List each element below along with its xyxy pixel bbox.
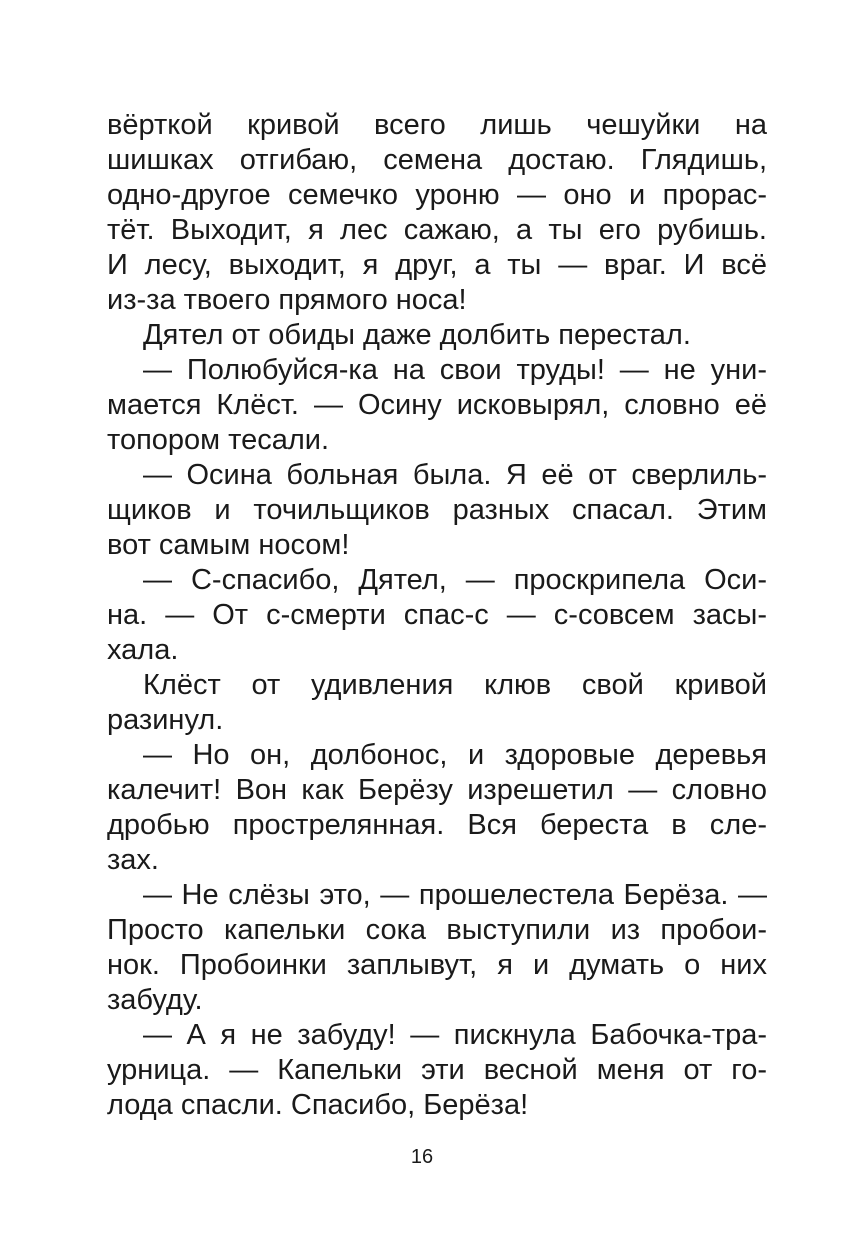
text-line: — С-спасибо, Дятел, — проскрипела Оси- — [143, 564, 767, 596]
text-line: на. — От с-смерти спас-с — с-совсем засы- — [107, 599, 767, 631]
page-number: 16 — [410, 1146, 434, 1168]
paragraph — [107, 318, 767, 353]
text-line: И лесу, выходит, я друг, а ты — враг. И всё — [107, 249, 767, 281]
text-line: — Но он, долбонос, и здоровые деревья — [143, 739, 767, 771]
text-line: — А я не забуду! — пискнула Бабочка-тра- — [143, 1019, 767, 1051]
text-line: нок. Пробоинки заплывут, я и думать о них — [107, 949, 767, 981]
paragraph — [107, 458, 767, 563]
text-line: из-за твоего прямого носа! — [107, 284, 467, 316]
text-line: шишках отгибаю, семена достаю. Глядишь, — [107, 144, 767, 176]
text-line: урница. — Капельки эти весной меня от го- — [107, 1054, 767, 1086]
paragraph — [107, 353, 767, 458]
text-line: щиков и точильщиков разных спасал. Этим — [107, 494, 767, 526]
text-line: калечит! Вон как Берёзу изрешетил — словно — [107, 774, 767, 806]
paragraph — [107, 563, 767, 668]
text-line: забуду. — [107, 984, 203, 1016]
paragraph — [107, 1018, 767, 1123]
paragraph — [107, 738, 767, 878]
text-line: тёт. Выходит, я лес сажаю, а ты его рубишь. — [107, 214, 767, 246]
text-line: — Не слёзы это, — прошелестела Берёза. — — [143, 879, 767, 911]
text-line: Просто капельки сока выступили из пробои- — [107, 914, 767, 946]
text-line: лода спасли. Спасибо, Берёза! — [107, 1089, 529, 1121]
text-line: зах. — [107, 844, 159, 876]
text-line: Клёст от удивления клюв свой кривой — [143, 669, 767, 701]
text-line: разинул. — [107, 704, 224, 736]
page-text — [107, 108, 767, 1123]
text-line: дробью прострелянная. Вся береста в сле- — [107, 809, 767, 841]
text-line: вот самым носом! — [107, 529, 350, 561]
text-line: мается Клёст. — Осину исковырял, словно её — [107, 389, 767, 421]
text-line: вёрткой кривой всего лишь чешуйки на — [107, 109, 767, 141]
text-line: топором тесали. — [107, 424, 330, 456]
text-line: хала. — [107, 634, 179, 666]
text-line: Дятел от обиды даже долбить перестал. — [143, 319, 691, 351]
text-line: — Осина больная была. Я её от сверлиль- — [143, 459, 767, 491]
paragraph — [107, 108, 767, 318]
text-line: — Полюбуйся-ка на свои труды! — не уни- — [143, 354, 767, 386]
paragraph — [107, 878, 767, 1018]
text-line: одно-другое семечко уроню — оно и прорас- — [107, 179, 767, 211]
paragraph — [107, 668, 767, 738]
